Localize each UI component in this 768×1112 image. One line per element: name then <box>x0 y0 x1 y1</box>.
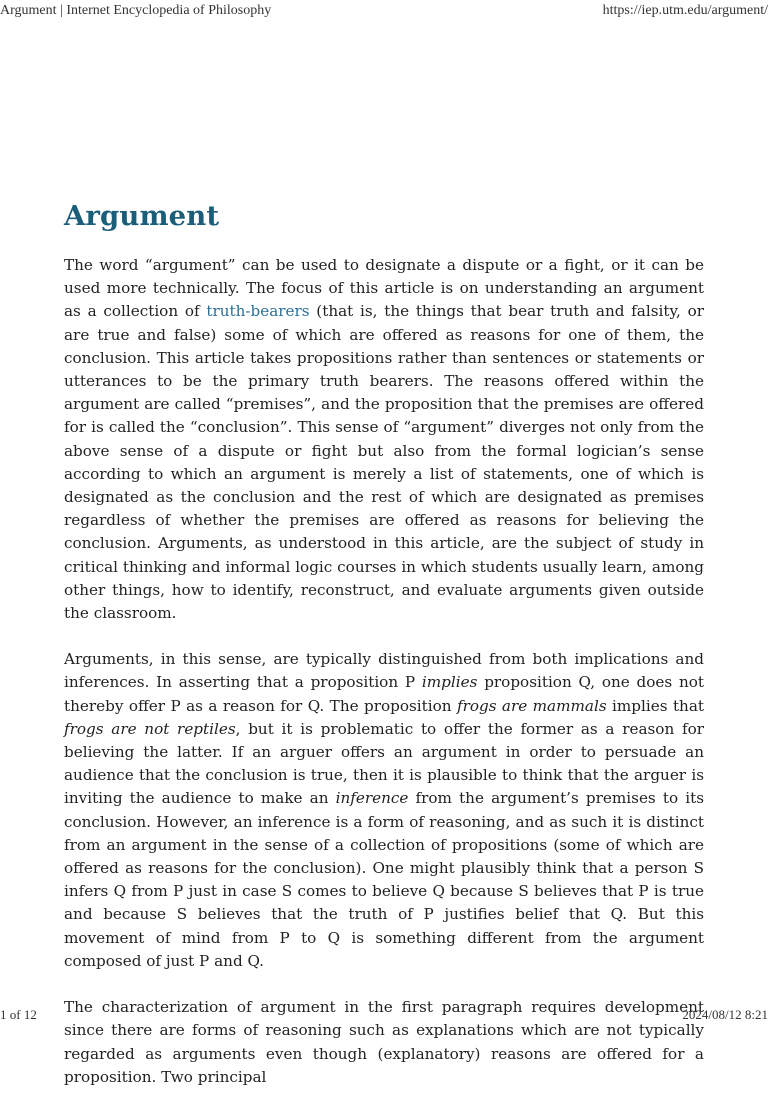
page-title-header: Argument | Internet Encyclopedia of Philosophy <box>0 3 272 18</box>
article-title: Argument <box>64 200 220 232</box>
paragraph-2-text-e: from the argument’s premises to its conclusion. However, an inference is a form of reasoning, and as such it is distinct from an argument in the sense of a collection of propositions (some of which are offered as reasons for the conclusion). One might plausibly think that a person S infers Q from P just in case S comes to believe Q because S believes that P is true and because S believes that the truth of P justifies belief that Q. But this movement of mind from P to Q is something different from the argument composed of just P and Q. <box>64 789 704 970</box>
paragraph-2-text-c: implies that <box>606 696 704 715</box>
print-header <box>0 3 768 19</box>
paragraph-1 <box>64 254 704 625</box>
page-number: 1 of 12 <box>0 1007 37 1022</box>
paragraph-2-text-a: Arguments, in this sense, are typically distinguished from both implications and inferences. In asserting that a proposition P <box>64 650 704 692</box>
paragraph-2-text-b: proposition Q, one does not thereby offer P as a reason for Q. The proposition <box>64 673 705 715</box>
paragraph-1-text-b: (that is, the things that bear truth and falsity, or are true and false) some of which are offered as reasons for one of them, the conclusion. This article takes propositions rather than sentences or statements or utterances to be the primary truth bearers. The reasons offered within the argument are called “premises”, and the proposition that the premises are offered for is called the “conclusion”. This sense of “argument” diverges not only from the above sense of a dispute or fight but also from the formal logician’s sense according to which an argument is merely a list of statements, one of which is designated as the conclusion and the rest of which are designated as premises regardless of whether the premises are offered as reasons for believing the conclusion. Arguments, as understood in this article, are the subject of study in critical thinking and informal logic courses in which students usually learn, among other things, how to identify, reconstruct, and evaluate arguments given outside the classroom. <box>64 302 704 623</box>
paragraph-2-text-d: , but it is problematic to offer the former as a reason for believing the latter. If an arguer offers an argument in order to persuade an audience that the conclusion is true, then it is plausible to think that the arguer is inviting the audience to make an <box>64 719 704 808</box>
emphasis-frogs-mammals: frogs are mammals <box>456 696 607 715</box>
paragraph-3: The characterization of argument in the first paragraph requires development since there are forms of reasoning such as explanations which are not typically regarded as arguments even though (explanatory) reasons are offered for a proposition. Two principal <box>64 998 704 1086</box>
article <box>64 196 704 1112</box>
print-datetime: 2024/08/12 8:21 <box>682 1007 768 1022</box>
page-url: https://iep.utm.edu/argument/ <box>602 3 768 18</box>
print-footer <box>0 1007 768 1023</box>
emphasis-implies: implies <box>421 673 478 692</box>
emphasis-inference: inference <box>335 789 409 808</box>
paragraph-1-text-a: The word “argument” can be used to designate a dispute or a fight, or it can be used more technically. The focus of this article is on understanding an argument as a collection of <box>64 256 704 321</box>
emphasis-frogs-not-reptiles: frogs are not reptiles <box>64 719 236 738</box>
paragraph-2 <box>64 648 704 973</box>
truth-bearers-link[interactable]: truth-bearers <box>206 302 310 321</box>
